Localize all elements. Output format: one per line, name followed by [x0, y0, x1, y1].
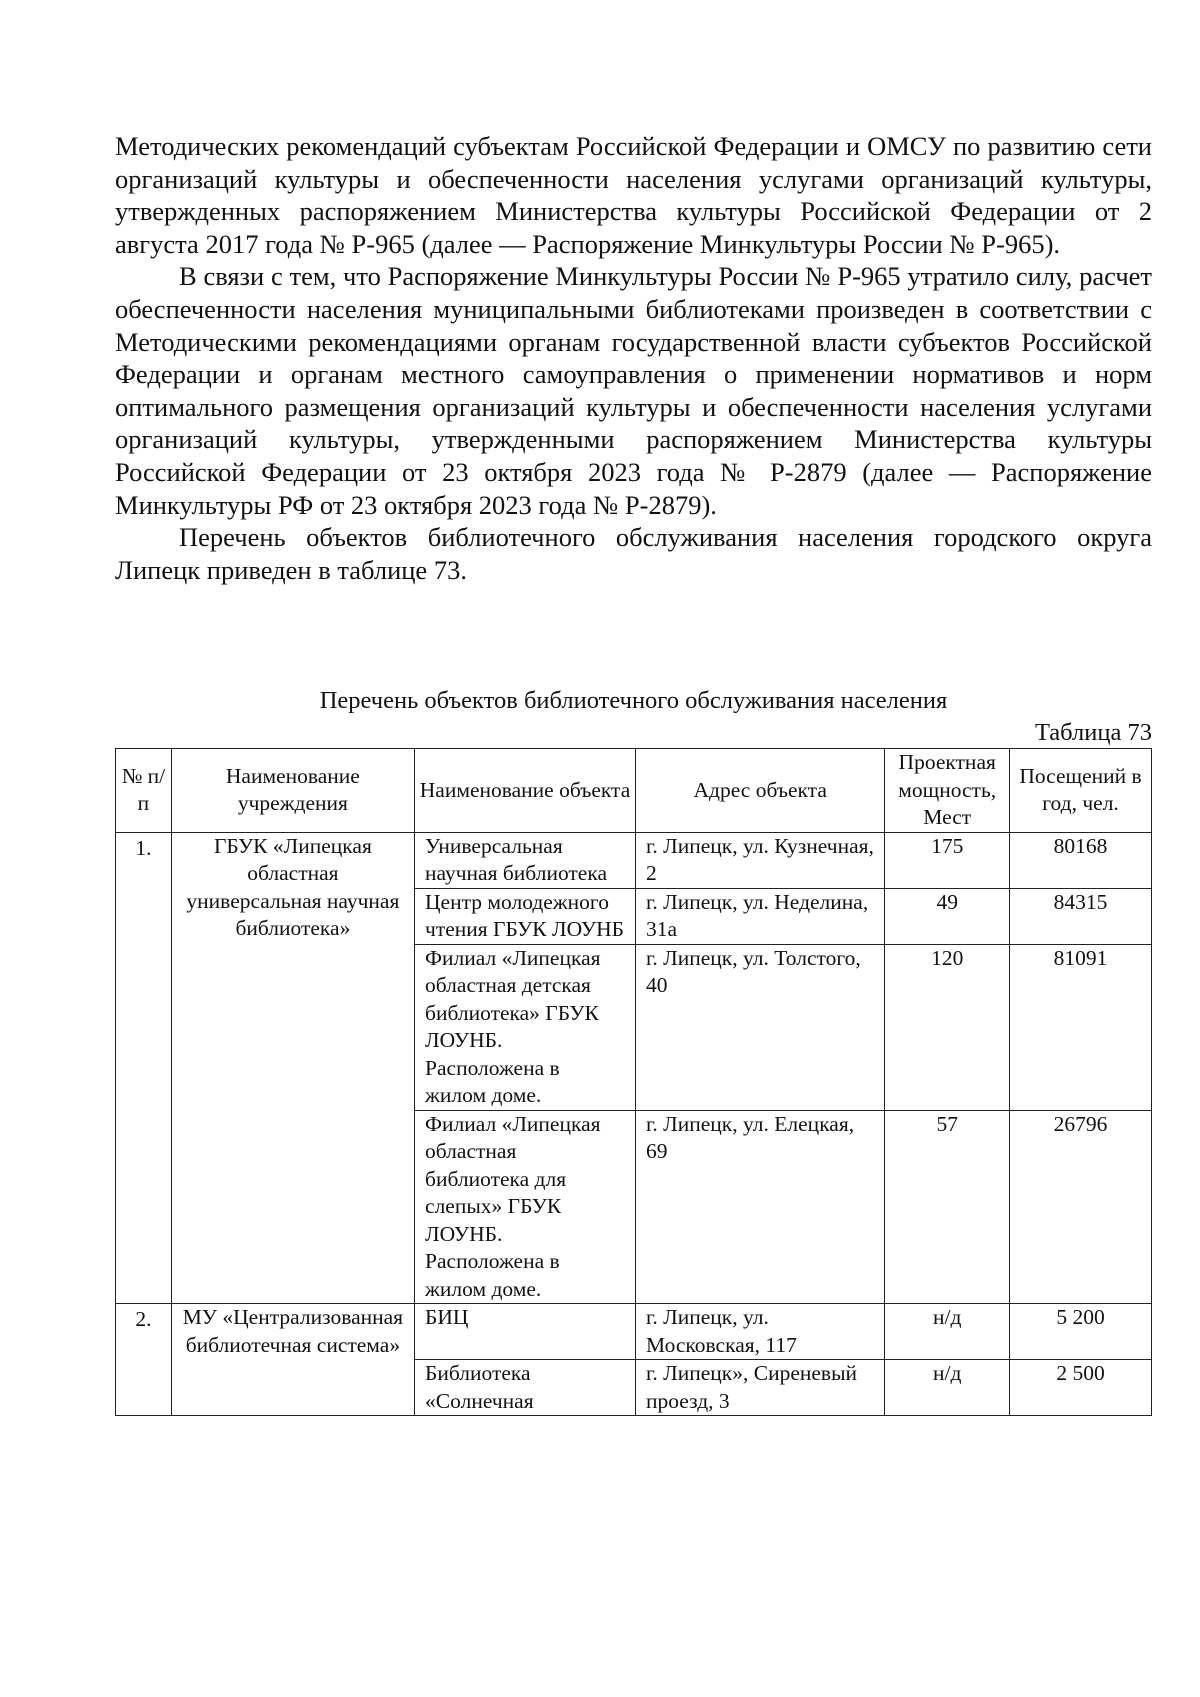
- table-caption: Перечень объектов библиотечного обслуживания населения: [319, 687, 948, 714]
- document-page: [115, 0, 1152, 586]
- cell-visits: 81091: [1010, 944, 1152, 1110]
- cell-visits: 5 200: [1010, 1304, 1152, 1360]
- cell-address: г. Липецк, ул. Неделина, 31а: [636, 888, 885, 944]
- cell-capacity: 49: [885, 888, 1010, 944]
- cell-visits: 2 500: [1010, 1360, 1152, 1416]
- header-visits: Посещений в год, чел.: [1010, 749, 1152, 833]
- cell-address: г. Липецк, ул. Толстого, 40: [636, 944, 885, 1110]
- cell-capacity: 57: [885, 1110, 1010, 1304]
- paragraph-3: Перечень объектов библиотечного обслуживания населения городского округа Липецк приведен в таблице 73.: [115, 522, 1152, 585]
- cell-object: Универсальная научная библиотека: [415, 832, 636, 888]
- table-row: [116, 1304, 1152, 1360]
- paragraph-2: В связи с тем, что Распоряжение Минкультуры России № Р-965 утратило силу, расчет обеспеченности населения муниципальными библиотеками произведен в соответствии с Методическими рекомендациями органам государственной власти субъектов Российской Федерации и органам местного самоуправления о применении нормативов и норм оптимального размещения организаций культуры и обеспеченности населения услугами организаций культуры, утвержденными распоряжением Министерства культуры Российской Федерации от 23 октября 2023 года № Р-2879 (далее — Распоряжение Минкультуры РФ от 23 октября 2023 года № Р-2879).: [115, 261, 1152, 520]
- header-no: № п/п: [116, 749, 172, 833]
- cell-object: Центр молодежного чтения ГБУК ЛОУНБ: [415, 888, 636, 944]
- cell-visits: 80168: [1010, 832, 1152, 888]
- cell-address: г. Липецк», Сиреневый проезд, 3: [636, 1360, 885, 1416]
- cell-no: 2.: [116, 1304, 172, 1416]
- cell-institution: ГБУК «Липецкая областная универсальная научная библиотека»: [171, 832, 414, 1304]
- cell-address: г. Липецк, ул. Кузнечная, 2: [636, 832, 885, 888]
- cell-visits: 84315: [1010, 888, 1152, 944]
- library-objects-table: [115, 748, 1152, 1416]
- cell-object: БИЦ: [415, 1304, 636, 1360]
- header-institution: Наименование учреждения: [171, 749, 414, 833]
- cell-object: Филиал «Липецкая областная библиотека для слепых» ГБУК ЛОУНБ. Расположена в жилом доме.: [415, 1110, 636, 1304]
- cell-visits: 26796: [1010, 1110, 1152, 1304]
- header-address: Адрес объекта: [636, 749, 885, 833]
- header-object: Наименование объекта: [415, 749, 636, 833]
- cell-object: Филиал «Липецкая областная детская библиотека» ГБУК ЛОУНБ. Расположена в жилом доме.: [415, 944, 636, 1110]
- table-number: Таблица 73: [1034, 719, 1152, 746]
- table-row: [116, 832, 1152, 888]
- cell-no: 1.: [116, 832, 172, 1304]
- cell-object: Библиотека «Солнечная: [415, 1360, 636, 1416]
- paragraph-1: Методических рекомендаций субъектам Российской Федерации и ОМСУ по развитию сети организаций культуры и обеспеченности населения услугами организаций культуры, утвержденных распоряжением Министерства культуры Российской Федерации от 2 августа 2017 года № Р-965 (далее — Распоряжение Минкультуры России № Р-965).: [115, 131, 1152, 259]
- table-header-row: [116, 749, 1152, 833]
- cell-capacity: н/д: [885, 1360, 1010, 1416]
- cell-address: г. Липецк, ул. Елецкая, 69: [636, 1110, 885, 1304]
- cell-address: г. Липецк, ул. Московская, 117: [636, 1304, 885, 1360]
- cell-institution: МУ «Централизованная библиотечная система»: [171, 1304, 414, 1416]
- cell-capacity: н/д: [885, 1304, 1010, 1360]
- header-capacity: Проектная мощность, Мест: [885, 749, 1010, 833]
- cell-capacity: 175: [885, 832, 1010, 888]
- cell-capacity: 120: [885, 944, 1010, 1110]
